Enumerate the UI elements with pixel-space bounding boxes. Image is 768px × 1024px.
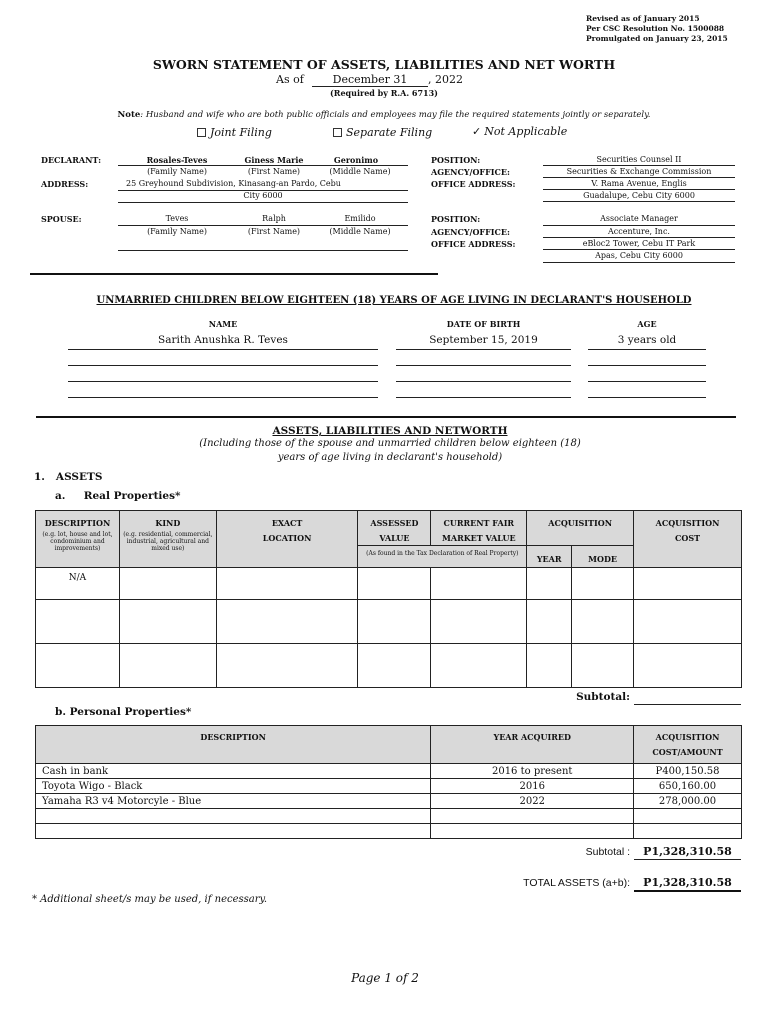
children-row-line <box>68 381 378 382</box>
spouse-agency-label: AGENCY/OFFICE: <box>431 227 510 237</box>
children-col-dob: DATE OF BIRTH <box>446 319 521 329</box>
field-underline <box>543 237 735 238</box>
personal-year <box>431 824 634 839</box>
table-cell <box>36 644 120 688</box>
table-cell <box>634 644 742 688</box>
col-personal-description-label: DESCRIPTION <box>200 732 266 742</box>
field-underline <box>543 165 735 166</box>
col-values-note-text: (As found in the Tax Declaration of Real Property) <box>366 550 519 557</box>
note-label: Note <box>117 110 141 120</box>
table-cell <box>358 568 431 600</box>
spouse-position: Associate Manager <box>600 214 678 223</box>
child-age: 3 years old <box>617 334 677 346</box>
col-description <box>36 511 120 568</box>
col-fair-label: CURRENT FAIR <box>443 518 515 528</box>
personal-desc <box>36 824 431 839</box>
spouse-agency: Accenture, Inc. <box>608 227 670 236</box>
children-row-line <box>68 365 378 366</box>
col-year <box>527 546 572 568</box>
children-row-line <box>588 397 706 398</box>
declarant-name-line <box>118 165 408 166</box>
col-kind <box>119 511 216 568</box>
table-row <box>36 600 742 644</box>
personal-year: 2016 <box>431 779 634 794</box>
col-assessed-label: VALUE <box>379 533 410 543</box>
personal-properties-heading: b. Personal Properties* <box>55 706 192 718</box>
table-cell <box>358 600 431 644</box>
agency-label: AGENCY/OFFICE: <box>431 167 510 177</box>
address-line: City 6000 <box>243 191 283 200</box>
note-text: : Husband and wife who are both public officials and employees may file the required statements jointly or separately. <box>140 110 651 120</box>
personal-desc: Yamaha R3 v4 Motorcyle - Blue <box>36 794 431 809</box>
personal-year: 2022 <box>431 794 634 809</box>
children-row-line <box>396 397 571 398</box>
table-cell <box>572 568 634 600</box>
children-row-line <box>588 381 706 382</box>
spouse-name-line <box>118 225 408 226</box>
section-divider <box>36 416 736 418</box>
col-assessed-label: ASSESSED <box>370 518 419 528</box>
office-address-label: OFFICE ADDRESS: <box>431 179 516 189</box>
table-row <box>36 779 742 794</box>
real-subtotal-line <box>634 704 741 705</box>
col-assessed-value <box>358 511 431 546</box>
personal-cost <box>634 809 742 824</box>
col-kind-note: (e.g. residential, commercial, industrial, agricultural and mixed use) <box>123 531 213 552</box>
real-properties-heading: a. Real Properties* <box>55 490 181 502</box>
col-personal-cost <box>634 726 742 764</box>
field-underline <box>543 177 735 178</box>
declarant-first-name: Giness Marie <box>244 155 304 165</box>
col-acquisition-label: ACQUISITION <box>548 518 613 528</box>
personal-cost: 650,160.00 <box>634 779 742 794</box>
revision-line: Per CSC Resolution No. 1500088 <box>586 24 725 33</box>
separate-filing-option[interactable] <box>333 126 432 139</box>
col-description-note: (e.g. lot, house and lot, condominium and improvements) <box>42 531 113 552</box>
middle-name-caption: (Middle Name) <box>329 227 391 236</box>
personal-cost: 278,000.00 <box>634 794 742 809</box>
alnw-subtitle: years of age living in declarant's household) <box>277 452 503 463</box>
declarant-office-address: V. Rama Avenue, Englis <box>591 179 687 188</box>
spouse-office-address: eBloc2 Tower, Cebu IT Park <box>582 239 696 248</box>
spouse-first-name: Ralph <box>262 214 286 223</box>
col-acquisition-cost <box>634 511 742 568</box>
spouse-position-label: POSITION: <box>431 214 481 224</box>
address-underline <box>118 202 408 203</box>
children-col-age: AGE <box>637 319 657 329</box>
col-personal-year-label: YEAR ACQUIRED <box>493 732 571 742</box>
declarant-label: DECLARANT: <box>41 155 102 165</box>
revision-line: Revised as of January 2015 <box>586 14 700 23</box>
not-applicable-label: Not Applicable <box>484 125 568 138</box>
table-cell <box>527 568 572 600</box>
child-name: Sarith Anushka R. Teves <box>158 334 288 346</box>
form-title: SWORN STATEMENT OF ASSETS, LIABILITIES AND NET WORTH <box>152 57 616 72</box>
spouse-middle-name: Emilido <box>344 214 376 223</box>
revision-line: Promulgated on January 23, 2015 <box>586 34 728 43</box>
page-number: Page 1 of 2 <box>351 971 419 985</box>
assets-heading: 1. ASSETS <box>34 471 103 483</box>
checkbox-icon[interactable] <box>197 128 206 137</box>
table-cell <box>36 568 120 600</box>
personal-desc: Toyota Wigo - Black <box>36 779 431 794</box>
address-label: ADDRESS: <box>41 179 89 189</box>
family-name-caption: (Family Name) <box>147 167 207 176</box>
address-line: 25 Greyhound Subdivision, Kinasang-an Pardo, Cebu <box>126 179 341 188</box>
child-dob: September 15, 2019 <box>429 334 538 346</box>
col-fair-market-value <box>431 511 527 546</box>
declarant-office-address: Guadalupe, Cebu City 6000 <box>583 191 695 200</box>
alnw-subtitle: (Including those of the spouse and unmarried children below eighteen (18) <box>199 438 581 449</box>
table-cell <box>634 600 742 644</box>
field-underline <box>543 201 735 202</box>
personal-desc <box>36 809 431 824</box>
field-underline <box>543 262 735 263</box>
table-row <box>36 824 742 839</box>
spouse-office-label: OFFICE ADDRESS: <box>431 239 516 249</box>
field-underline <box>543 225 735 226</box>
children-row-line <box>396 381 571 382</box>
col-values-note <box>358 546 527 568</box>
personal-desc: Cash in bank <box>36 764 431 779</box>
declarant-middle-name: Geronimo <box>333 155 379 165</box>
personal-properties-table <box>35 725 742 839</box>
children-row-line <box>396 365 571 366</box>
table-cell <box>358 644 431 688</box>
joint-filing-option[interactable] <box>197 126 272 139</box>
spouse-label: SPOUSE: <box>41 214 82 224</box>
personal-year <box>431 809 634 824</box>
total-assets-line <box>634 890 741 892</box>
children-row-line <box>68 397 378 398</box>
col-year-label: YEAR <box>536 554 562 564</box>
required-by: (Required by R.A. 6713) <box>330 88 438 98</box>
col-kind-label: KIND <box>155 518 181 528</box>
personal-subtotal-label: Subtotal : <box>585 846 630 858</box>
col-acquisition <box>527 511 634 546</box>
table-cell <box>119 568 216 600</box>
not-applicable-option[interactable] <box>472 125 567 138</box>
total-assets-label: TOTAL ASSETS (a+b): <box>523 877 630 889</box>
table-cell <box>216 600 358 644</box>
col-personal-cost-label: COST/AMOUNT <box>652 747 723 757</box>
real-properties-table <box>35 510 742 688</box>
as-of-year: , 2022 <box>428 73 463 86</box>
children-row-line <box>588 349 706 350</box>
table-row <box>36 794 742 809</box>
table-cell <box>572 600 634 644</box>
revision-block <box>586 14 728 44</box>
col-location <box>216 511 358 568</box>
children-row-line <box>588 365 706 366</box>
footnote: * Additional sheet/s may be used, if necessary. <box>32 894 268 905</box>
table-row <box>36 568 742 600</box>
col-personal-year <box>431 726 634 764</box>
check-mark-icon[interactable]: ✓ <box>472 125 482 138</box>
checkbox-icon[interactable] <box>333 128 342 137</box>
col-cost-label: COST <box>674 533 701 543</box>
total-assets-value: P1,328,310.58 <box>643 876 732 889</box>
personal-subtotal-line <box>634 859 741 860</box>
col-personal-cost-label: ACQUISITION <box>655 732 720 742</box>
table-row <box>36 809 742 824</box>
personal-year: 2016 to present <box>431 764 634 779</box>
table-cell <box>119 600 216 644</box>
table-cell <box>431 644 527 688</box>
table-cell <box>119 644 216 688</box>
personal-subtotal-value: P1,328,310.58 <box>643 845 732 858</box>
col-mode-label: MODE <box>588 554 618 564</box>
real-property-desc: N/A <box>68 573 87 583</box>
declarant-agency: Securities & Exchange Commission <box>566 167 712 176</box>
table-cell <box>431 600 527 644</box>
as-of-date: December 31 <box>312 73 428 87</box>
spouse-office-address: Apas, Cebu City 6000 <box>595 251 683 260</box>
position-label: POSITION: <box>431 155 481 165</box>
table-cell <box>634 568 742 600</box>
table-row <box>36 764 742 779</box>
declarant-family-name: Rosales-Teves <box>146 155 208 165</box>
children-col-name: NAME <box>208 319 238 329</box>
first-name-caption: (First Name) <box>247 227 301 236</box>
personal-cost: P400,150.58 <box>634 764 742 779</box>
table-cell <box>36 600 120 644</box>
table-cell <box>216 644 358 688</box>
section-divider <box>30 273 438 275</box>
children-heading: UNMARRIED CHILDREN BELOW EIGHTEEN (18) YEARS OF AGE LIVING IN DECLARANT'S HOUSEHOLD <box>96 295 692 306</box>
col-cost-label: ACQUISITION <box>655 518 720 528</box>
table-cell <box>527 600 572 644</box>
field-underline <box>543 189 735 190</box>
spouse-address-line <box>118 250 408 251</box>
table-cell <box>431 568 527 600</box>
table-row <box>36 644 742 688</box>
personal-cost <box>634 824 742 839</box>
col-fair-label: MARKET VALUE <box>442 533 516 543</box>
field-underline <box>543 249 735 250</box>
as-of-prefix: As of <box>276 73 304 86</box>
children-row-line <box>396 349 571 350</box>
real-subtotal-label: Subtotal: <box>576 691 630 703</box>
children-row-line <box>68 349 378 350</box>
col-location-label: LOCATION <box>262 533 312 543</box>
alnw-heading: ASSETS, LIABILITIES AND NETWORTH <box>272 425 508 437</box>
first-name-caption: (First Name) <box>247 167 301 176</box>
separate-filing-label: Separate Filing <box>346 126 433 139</box>
declarant-position: Securities Counsel II <box>596 155 682 164</box>
col-description-label: DESCRIPTION <box>44 518 111 528</box>
table-cell <box>527 644 572 688</box>
spouse-family-name: Teves <box>165 214 189 223</box>
col-personal-description <box>36 726 431 764</box>
middle-name-caption: (Middle Name) <box>329 167 391 176</box>
family-name-caption: (Family Name) <box>147 227 207 236</box>
col-mode <box>572 546 634 568</box>
col-location-label: EXACT <box>271 518 303 528</box>
joint-filing-label: Joint Filing <box>210 126 272 139</box>
note <box>0 110 768 120</box>
table-cell <box>216 568 358 600</box>
table-cell <box>572 644 634 688</box>
